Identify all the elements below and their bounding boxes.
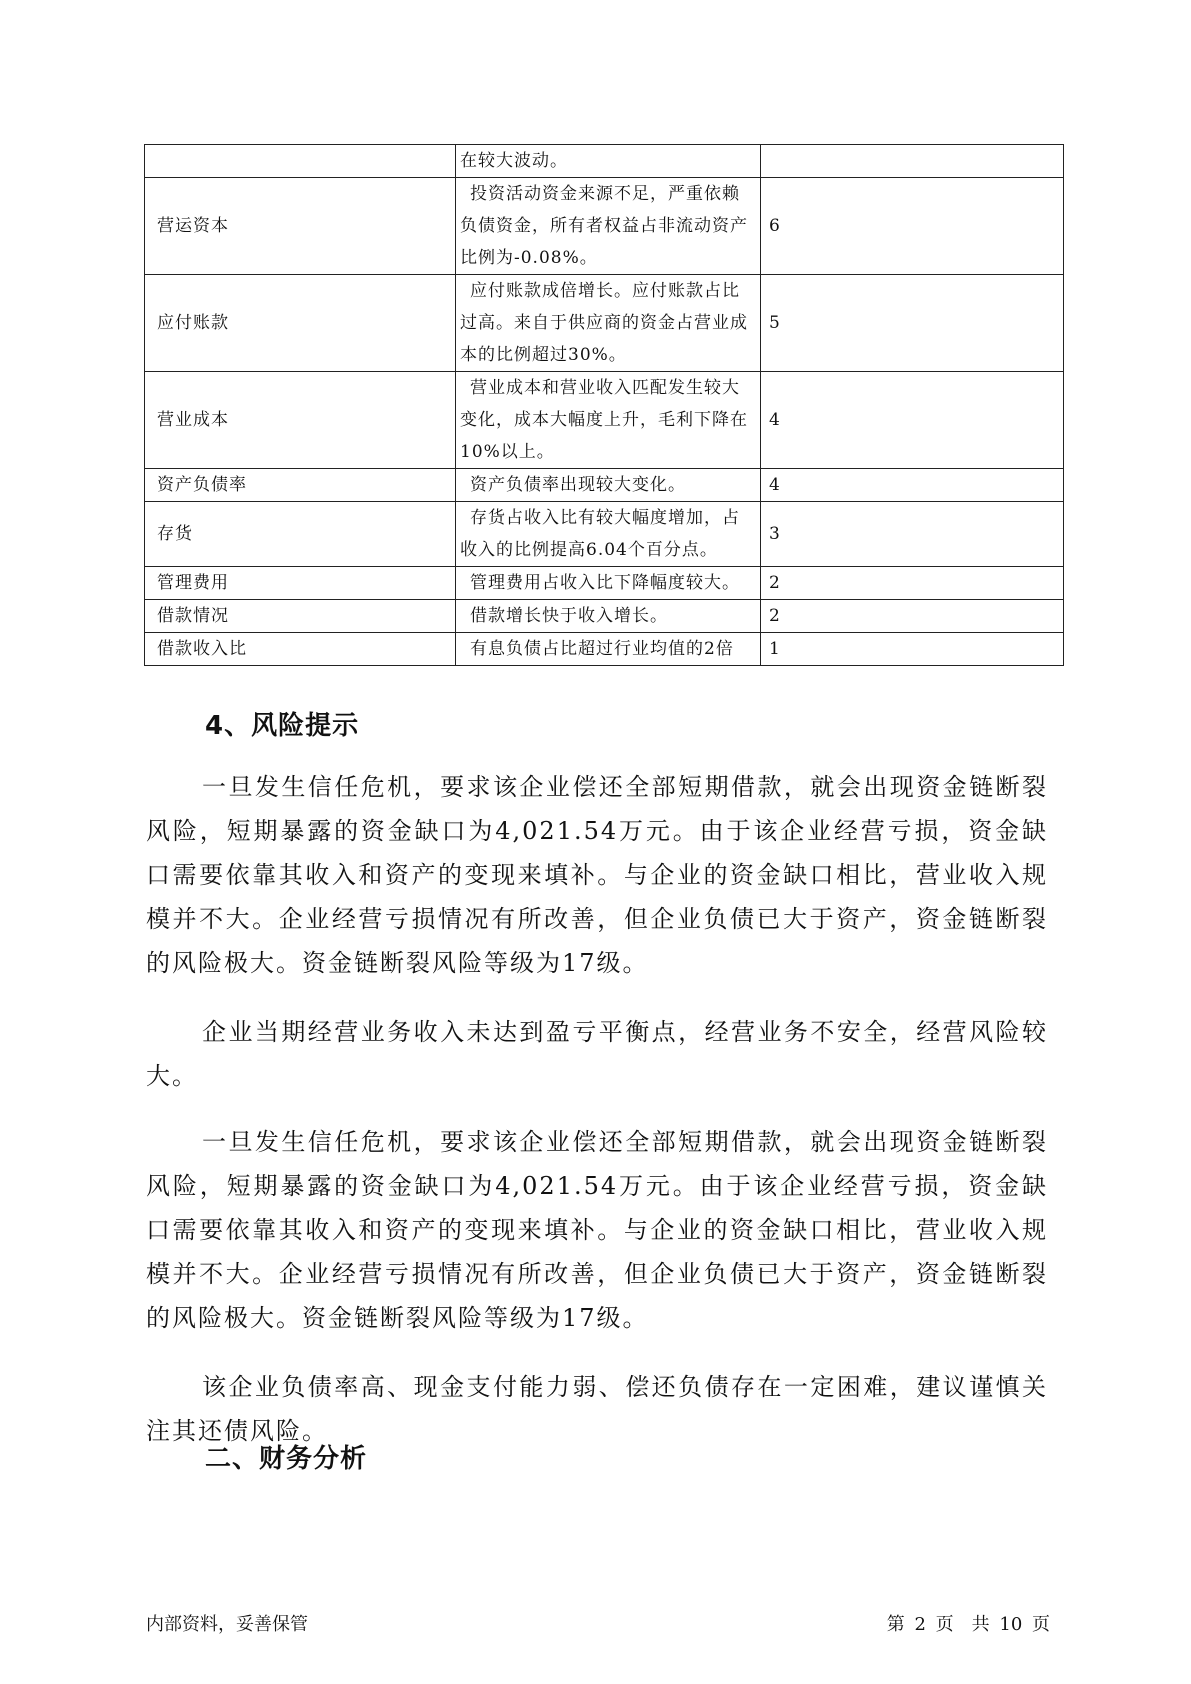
paragraph-1: 一旦发生信任危机，要求该企业偿还全部短期借款，就会出现资金链断裂风险，短期暴露的资金缺口为4,021.54万元。由于该企业经营亏损，资金缺口需要依靠其收入和资产的变现来填补。与企业的资金缺口相比，营业收入规模并不大。企业经营亏损情况有所改善，但企业负债已大于资产，资金链断裂的风险极大。资金链断裂风险等级为17级。 <box>146 773 1048 977</box>
table-row <box>145 633 1064 666</box>
risk-score-cell: 4 <box>761 372 1064 469</box>
risk-description-cell <box>456 275 761 372</box>
risk-item-cell <box>145 145 456 178</box>
risk-description-cell <box>456 469 761 502</box>
risk-table-body <box>145 145 1064 666</box>
table-row <box>145 275 1064 372</box>
risk-score-cell: 2 <box>761 600 1064 633</box>
risk-description-text: 有息负债占比超过行业均值的2倍 <box>470 639 734 659</box>
risk-description-text: 应付账款成倍增长。应付账款占比过高。来自于供应商的资金占营业成本的比例超过30%。 <box>460 281 748 365</box>
risk-description-cell <box>456 372 761 469</box>
risk-factor-table <box>144 144 1050 666</box>
risk-description-text: 资产负债率出现较大变化。 <box>470 475 686 495</box>
risk-description-text: 在较大波动。 <box>460 151 568 171</box>
risk-item-cell: 借款收入比 <box>145 633 456 666</box>
risk-score-cell: 6 <box>761 178 1064 275</box>
risk-description-text: 借款增长快于收入增长。 <box>470 606 668 626</box>
risk-score-cell: 2 <box>761 567 1064 600</box>
risk-score-cell: 3 <box>761 502 1064 567</box>
risk-score-cell: 4 <box>761 469 1064 502</box>
risk-description-text: 存货占收入比有较大幅度增加，占收入的比例提高6.04个百分点。 <box>460 508 740 560</box>
risk-item-cell: 营业成本 <box>145 372 456 469</box>
risk-description-text: 管理费用占收入比下降幅度较大。 <box>470 573 740 593</box>
table-row <box>145 145 1064 178</box>
risk-description-text: 营业成本和营业收入匹配发生较大变化，成本大幅度上升，毛利下降在10%以上。 <box>460 378 748 462</box>
paragraph-4: 该企业负债率高、现金支付能力弱、偿还负债存在一定困难，建议谨慎关注其还债风险。 <box>146 1373 1048 1445</box>
footer-page-number: 第 2 页 共 10 页 <box>886 1614 1050 1635</box>
table-row <box>145 600 1064 633</box>
risk-description-cell <box>456 633 761 666</box>
risk-score-cell: 5 <box>761 275 1064 372</box>
table-row <box>145 178 1064 275</box>
table-row <box>145 502 1064 567</box>
risk-description-cell <box>456 600 761 633</box>
risk-description-cell <box>456 178 761 275</box>
table-row <box>145 372 1064 469</box>
risk-description-cell <box>456 145 761 178</box>
table-row <box>145 469 1064 502</box>
risk-item-cell: 营运资本 <box>145 178 456 275</box>
risk-score-cell <box>761 145 1064 178</box>
risk-description-cell <box>456 502 761 567</box>
section-title-risk-warning: 4、风险提示 <box>205 711 360 741</box>
risk-description-cell <box>456 567 761 600</box>
risk-item-cell: 资产负债率 <box>145 469 456 502</box>
section-title-financial-analysis: 二、财务分析 <box>205 1444 368 1474</box>
paragraph-3: 一旦发生信任危机，要求该企业偿还全部短期借款，就会出现资金链断裂风险，短期暴露的资金缺口为4,021.54万元。由于该企业经营亏损，资金缺口需要依靠其收入和资产的变现来填补。与企业的资金缺口相比，营业收入规模并不大。企业经营亏损情况有所改善，但企业负债已大于资产，资金链断裂的风险极大。资金链断裂风险等级为17级。 <box>146 1128 1048 1332</box>
risk-item-cell: 应付账款 <box>145 275 456 372</box>
risk-description-text: 投资活动资金来源不足，严重依赖负债资金，所有者权益占非流动资产比例为-0.08%。 <box>460 184 748 268</box>
risk-score-cell: 1 <box>761 633 1064 666</box>
table-row <box>145 567 1064 600</box>
risk-item-cell: 存货 <box>145 502 456 567</box>
paragraph-2: 企业当期经营业务收入未达到盈亏平衡点，经营业务不安全，经营风险较大。 <box>146 1018 1048 1090</box>
risk-table <box>144 144 1064 666</box>
footer-confidential-note: 内部资料，妥善保管 <box>146 1614 308 1635</box>
risk-item-cell: 借款情况 <box>145 600 456 633</box>
risk-item-cell: 管理费用 <box>145 567 456 600</box>
